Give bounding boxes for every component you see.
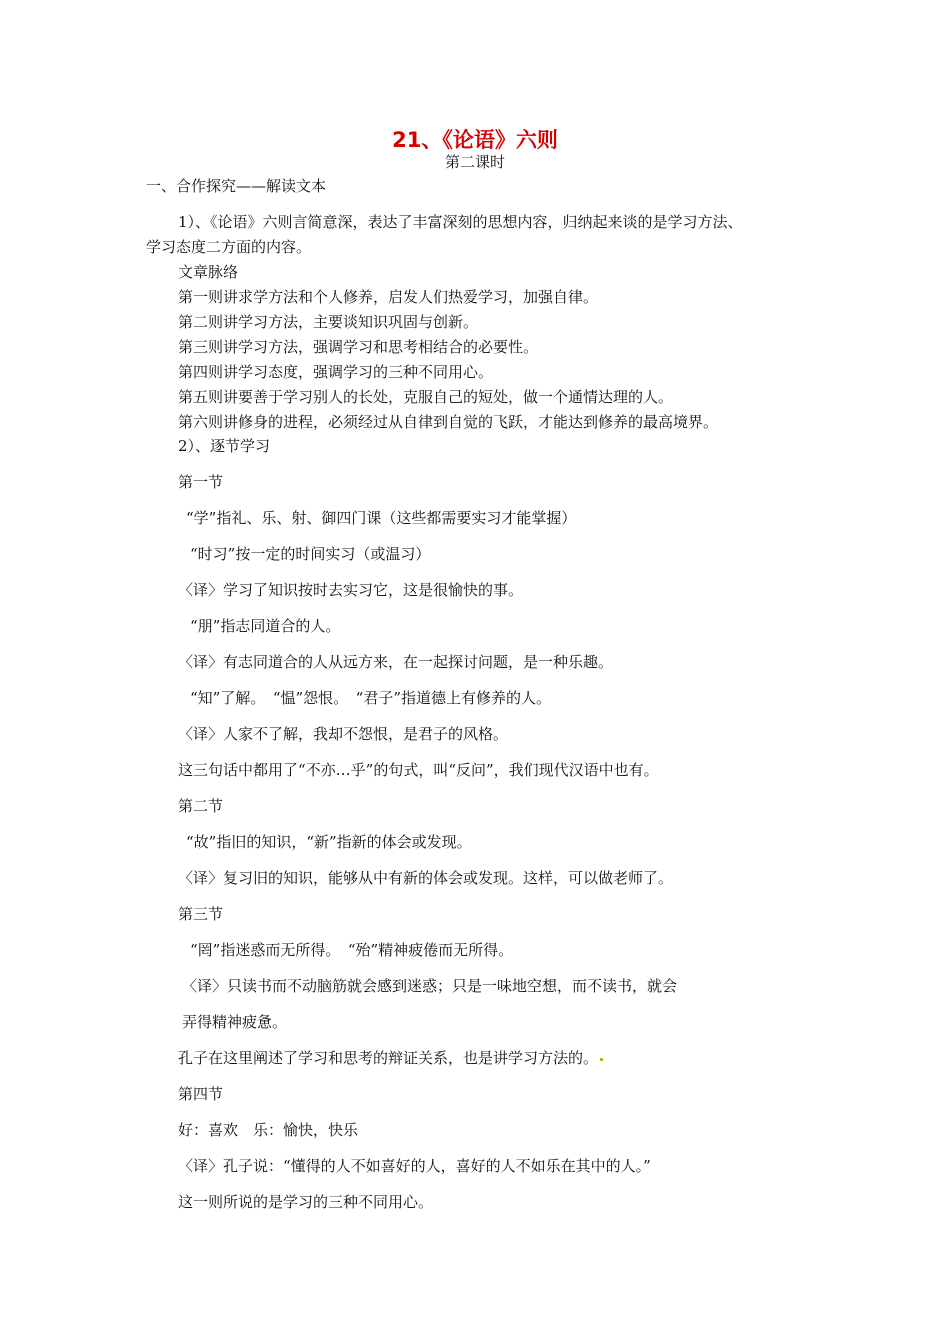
page-title: 21、《论语》六则: [392, 128, 558, 152]
outline-item: 第四则讲学习态度，强调学习的三种不同用心。: [178, 363, 494, 381]
outline-item: 第五则讲要善于学习别人的长处，克服自己的短处，做一个通情达理的人。: [178, 388, 674, 406]
study-line: 这一则所说的是学习的三种不同用心。: [178, 1193, 434, 1211]
section-label: 第三节: [178, 905, 224, 923]
translation-line: 〈译〉有志同道合的人从远方来，在一起探讨问题，是一种乐趣。: [178, 653, 614, 671]
outline-item: 第三则讲学习方法，强调学习和思考相结合的必要性。: [178, 338, 539, 356]
study-line: “时习”按一定的时间实习（或温习）: [190, 545, 431, 563]
section-label: 第一节: [178, 473, 224, 491]
study-line: 这三句话中都用了“不亦…乎”的句式，叫“反问”，我们现代汉语中也有。: [178, 761, 659, 779]
translation-line: 弄得精神疲惫。: [182, 1013, 288, 1031]
study-line-text: 孔子在这里阐述了学习和思考的辩证关系，也是讲学习方法的。: [178, 1049, 599, 1067]
translation-line: 〈译〉学习了知识按时去实习它，这是很愉快的事。: [178, 581, 524, 599]
study-line: “学”指礼、乐、射、御四门课（这些都需要实习才能掌握）: [186, 509, 577, 527]
translation-line: 〈译〉孔子说：“懂得的人不如喜好的人，喜好的人不如乐在其中的人。”: [178, 1157, 651, 1175]
section-label: 第二节: [178, 797, 224, 815]
intro-line-1: 1）、《论语》六则言简意深，表达了丰富深刻的思想内容，归纳起来谈的是学习方法、: [178, 213, 743, 231]
intro-line-2: 学习态度二方面的内容。: [146, 238, 312, 256]
translation-line: 〈译〉人家不了解，我却不怨恨，是君子的风格。: [178, 725, 509, 743]
dot-mark: [600, 1058, 603, 1061]
outline-item: 第六则讲修身的进程，必须经过从自律到自觉的飞跃，才能达到修养的最高境界。: [178, 413, 719, 431]
outline-item: 第一则讲求学方法和个人修养，启发人们热爱学习，加强自律。: [178, 288, 599, 306]
outline-item: 第二则讲学习方法，主要谈知识巩固与创新。: [178, 313, 479, 331]
study-line: “朋”指志同道合的人。: [190, 617, 341, 635]
section-label: 第四节: [178, 1085, 224, 1103]
study-line: 好：喜欢 乐：愉快，快乐: [178, 1121, 359, 1139]
study-heading: 2）、逐节学习: [178, 437, 271, 455]
study-line: “知”了解。 “愠”怨恨。 “君子”指道德上有修养的人。: [190, 689, 552, 707]
study-line: “罔”指迷惑而无所得。 “殆”精神疲倦而无所得。: [190, 941, 514, 959]
study-line: [178, 1048, 603, 1068]
section-heading: 一、合作探究——解读文本: [146, 177, 327, 195]
translation-line: 〈译〉复习旧的知识，能够从中有新的体会或发现。这样，可以做老师了。: [178, 869, 674, 887]
translation-line: 〈译〉只读书而不动脑筋就会感到迷惑；只是一味地空想，而不读书，就会: [182, 977, 678, 995]
page-subtitle: 第二课时: [444, 153, 505, 171]
outline-heading: 文章脉络: [178, 263, 239, 281]
study-line: “故”指旧的知识，“新”指新的体会或发现。: [186, 833, 472, 851]
